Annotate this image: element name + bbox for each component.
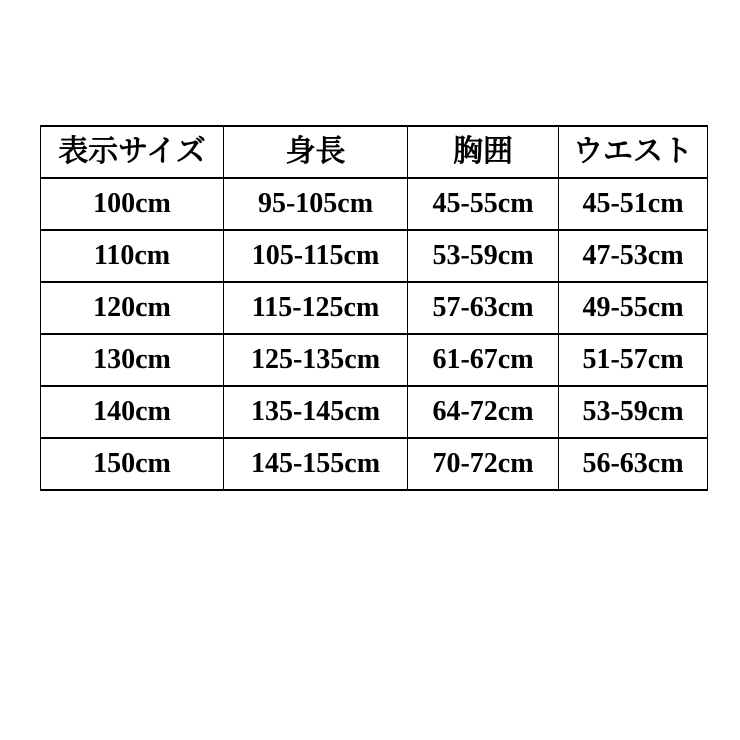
header-height: 身長 bbox=[224, 126, 408, 178]
cell-size: 140cm bbox=[41, 386, 224, 438]
table-row-130 bbox=[41, 334, 708, 386]
cell-height: 105-115cm bbox=[224, 230, 408, 282]
cell-waist: 47-53cm bbox=[559, 230, 708, 282]
cell-waist: 56-63cm bbox=[559, 438, 708, 490]
cell-chest: 70-72cm bbox=[408, 438, 559, 490]
cell-size: 110cm bbox=[41, 230, 224, 282]
cell-height: 125-135cm bbox=[224, 334, 408, 386]
header-chest: 胸囲 bbox=[408, 126, 559, 178]
cell-chest: 61-67cm bbox=[408, 334, 559, 386]
table-row-120 bbox=[41, 282, 708, 334]
size-chart-table bbox=[40, 125, 708, 491]
header-display-size: 表示サイズ bbox=[41, 126, 224, 178]
header-waist: ウエスト bbox=[559, 126, 708, 178]
header-row bbox=[41, 126, 708, 178]
cell-size: 150cm bbox=[41, 438, 224, 490]
cell-height: 135-145cm bbox=[224, 386, 408, 438]
cell-size: 100cm bbox=[41, 178, 224, 230]
cell-height: 95-105cm bbox=[224, 178, 408, 230]
table-row-110 bbox=[41, 230, 708, 282]
cell-waist: 49-55cm bbox=[559, 282, 708, 334]
cell-waist: 51-57cm bbox=[559, 334, 708, 386]
cell-waist: 45-51cm bbox=[559, 178, 708, 230]
cell-chest: 45-55cm bbox=[408, 178, 559, 230]
cell-size: 120cm bbox=[41, 282, 224, 334]
cell-height: 115-125cm bbox=[224, 282, 408, 334]
cell-waist: 53-59cm bbox=[559, 386, 708, 438]
cell-size: 130cm bbox=[41, 334, 224, 386]
cell-chest: 53-59cm bbox=[408, 230, 559, 282]
table-row-140 bbox=[41, 386, 708, 438]
cell-chest: 57-63cm bbox=[408, 282, 559, 334]
table-row-100 bbox=[41, 178, 708, 230]
cell-height: 145-155cm bbox=[224, 438, 408, 490]
table-row-150 bbox=[41, 438, 708, 490]
cell-chest: 64-72cm bbox=[408, 386, 559, 438]
